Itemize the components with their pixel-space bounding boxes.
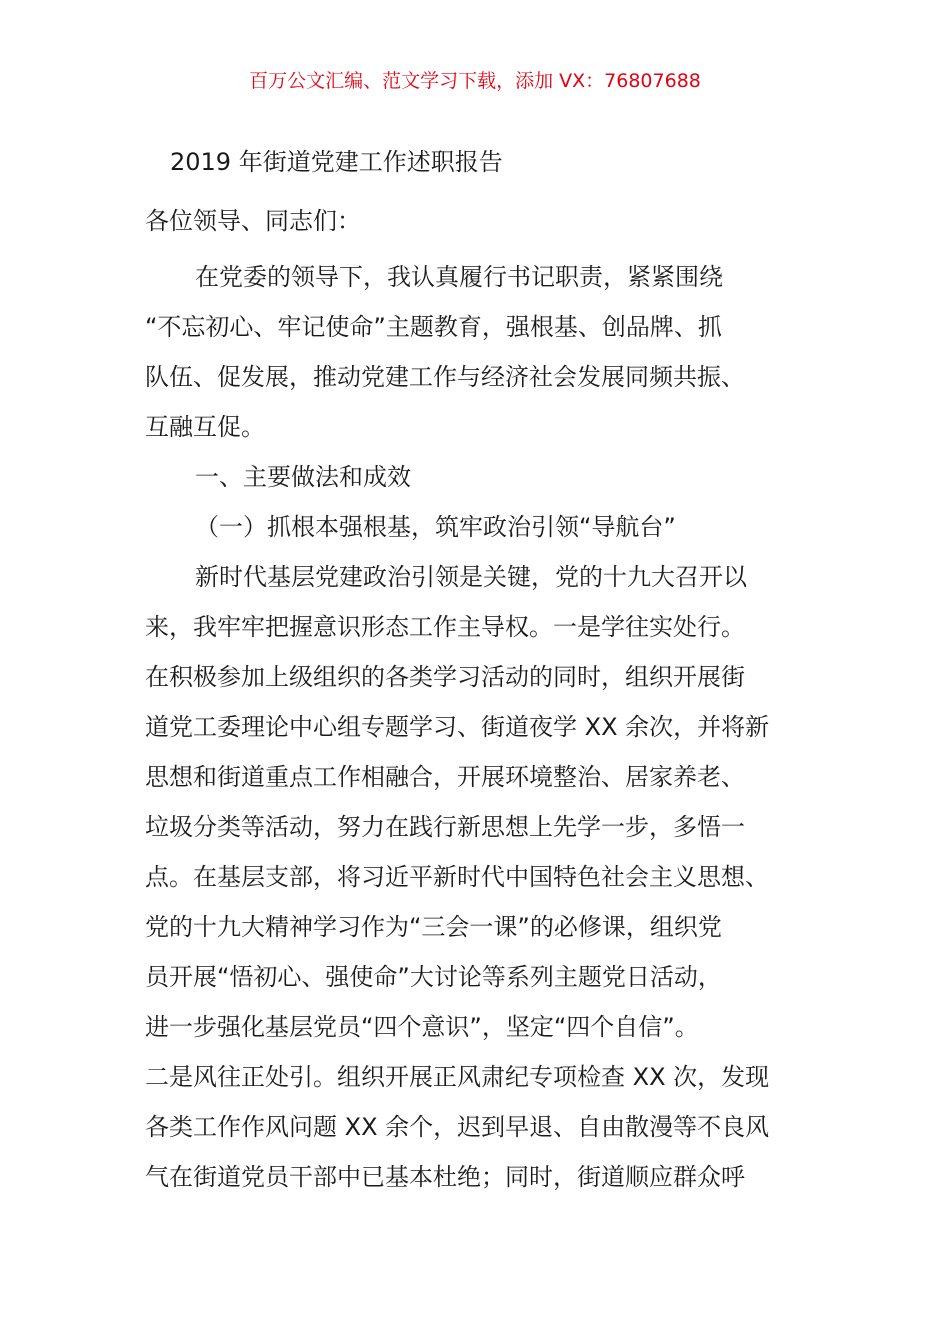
body-line: 点。在基层支部，将习近平新时代中国特色社会主义思想、 bbox=[145, 863, 769, 891]
body-line: 道党工委理论中心组专题学习、街道夜学 XX 余次，并将新 bbox=[145, 713, 770, 741]
body-line: 员开展“悟初心、强使命”大讨论等系列主题党日活动， bbox=[145, 963, 722, 991]
body-line: 各类工作作风问题 XX 余个，迟到早退、自由散漫等不良风 bbox=[145, 1113, 770, 1141]
body-line: “不忘初心、牢记使命”主题教育，强根基、创品牌、抓 bbox=[145, 313, 722, 341]
header-note: 百万公文汇编、范文学习下载，添加 VX：76807688 bbox=[249, 70, 701, 92]
body-text bbox=[145, 252, 815, 1202]
body-line: 队伍、促发展，推动党建工作与经济社会发展同频共振、 bbox=[145, 363, 745, 391]
salutation: 各位领导、同志们： bbox=[145, 207, 361, 235]
body-line: 来，我牢牢把握意识形态工作主导权。一是学往实处行。 bbox=[145, 613, 745, 641]
body-line: 气在街道党员干部中已基本杜绝；同时，街道顺应群众呼 bbox=[145, 1163, 745, 1191]
body-line: 思想和街道重点工作相融合，开展环境整治、居家养老、 bbox=[145, 763, 745, 791]
body-line: 互融互促。 bbox=[145, 413, 265, 441]
body-line: 在党委的领导下，我认真履行书记职责，紧紧围绕 bbox=[195, 263, 723, 291]
body-line: 在积极参加上级组织的各类学习活动的同时，组织开展街 bbox=[145, 663, 745, 691]
body-line: 进一步强化基层党员“四个意识”，坚定“四个自信”。 bbox=[145, 1013, 699, 1041]
body-line: 垃圾分类等活动，努力在践行新思想上先学一步，多悟一 bbox=[145, 813, 745, 841]
section-heading: 一、主要做法和成效 bbox=[195, 463, 411, 491]
body-line: 新时代基层党建政治引领是关键，党的十九大召开以 bbox=[195, 563, 747, 591]
body-line: 党的十九大精神学习作为“三会一课”的必修课，组织党 bbox=[145, 913, 722, 941]
document-title: 2019 年街道党建工作述职报告 bbox=[170, 148, 503, 176]
subsection-heading: （一）抓根本强根基，筑牢政治引领“导航台” bbox=[195, 513, 676, 541]
body-line: 二是风往正处引。组织开展正风肃纪专项检查 XX 次，发现 bbox=[145, 1063, 770, 1091]
